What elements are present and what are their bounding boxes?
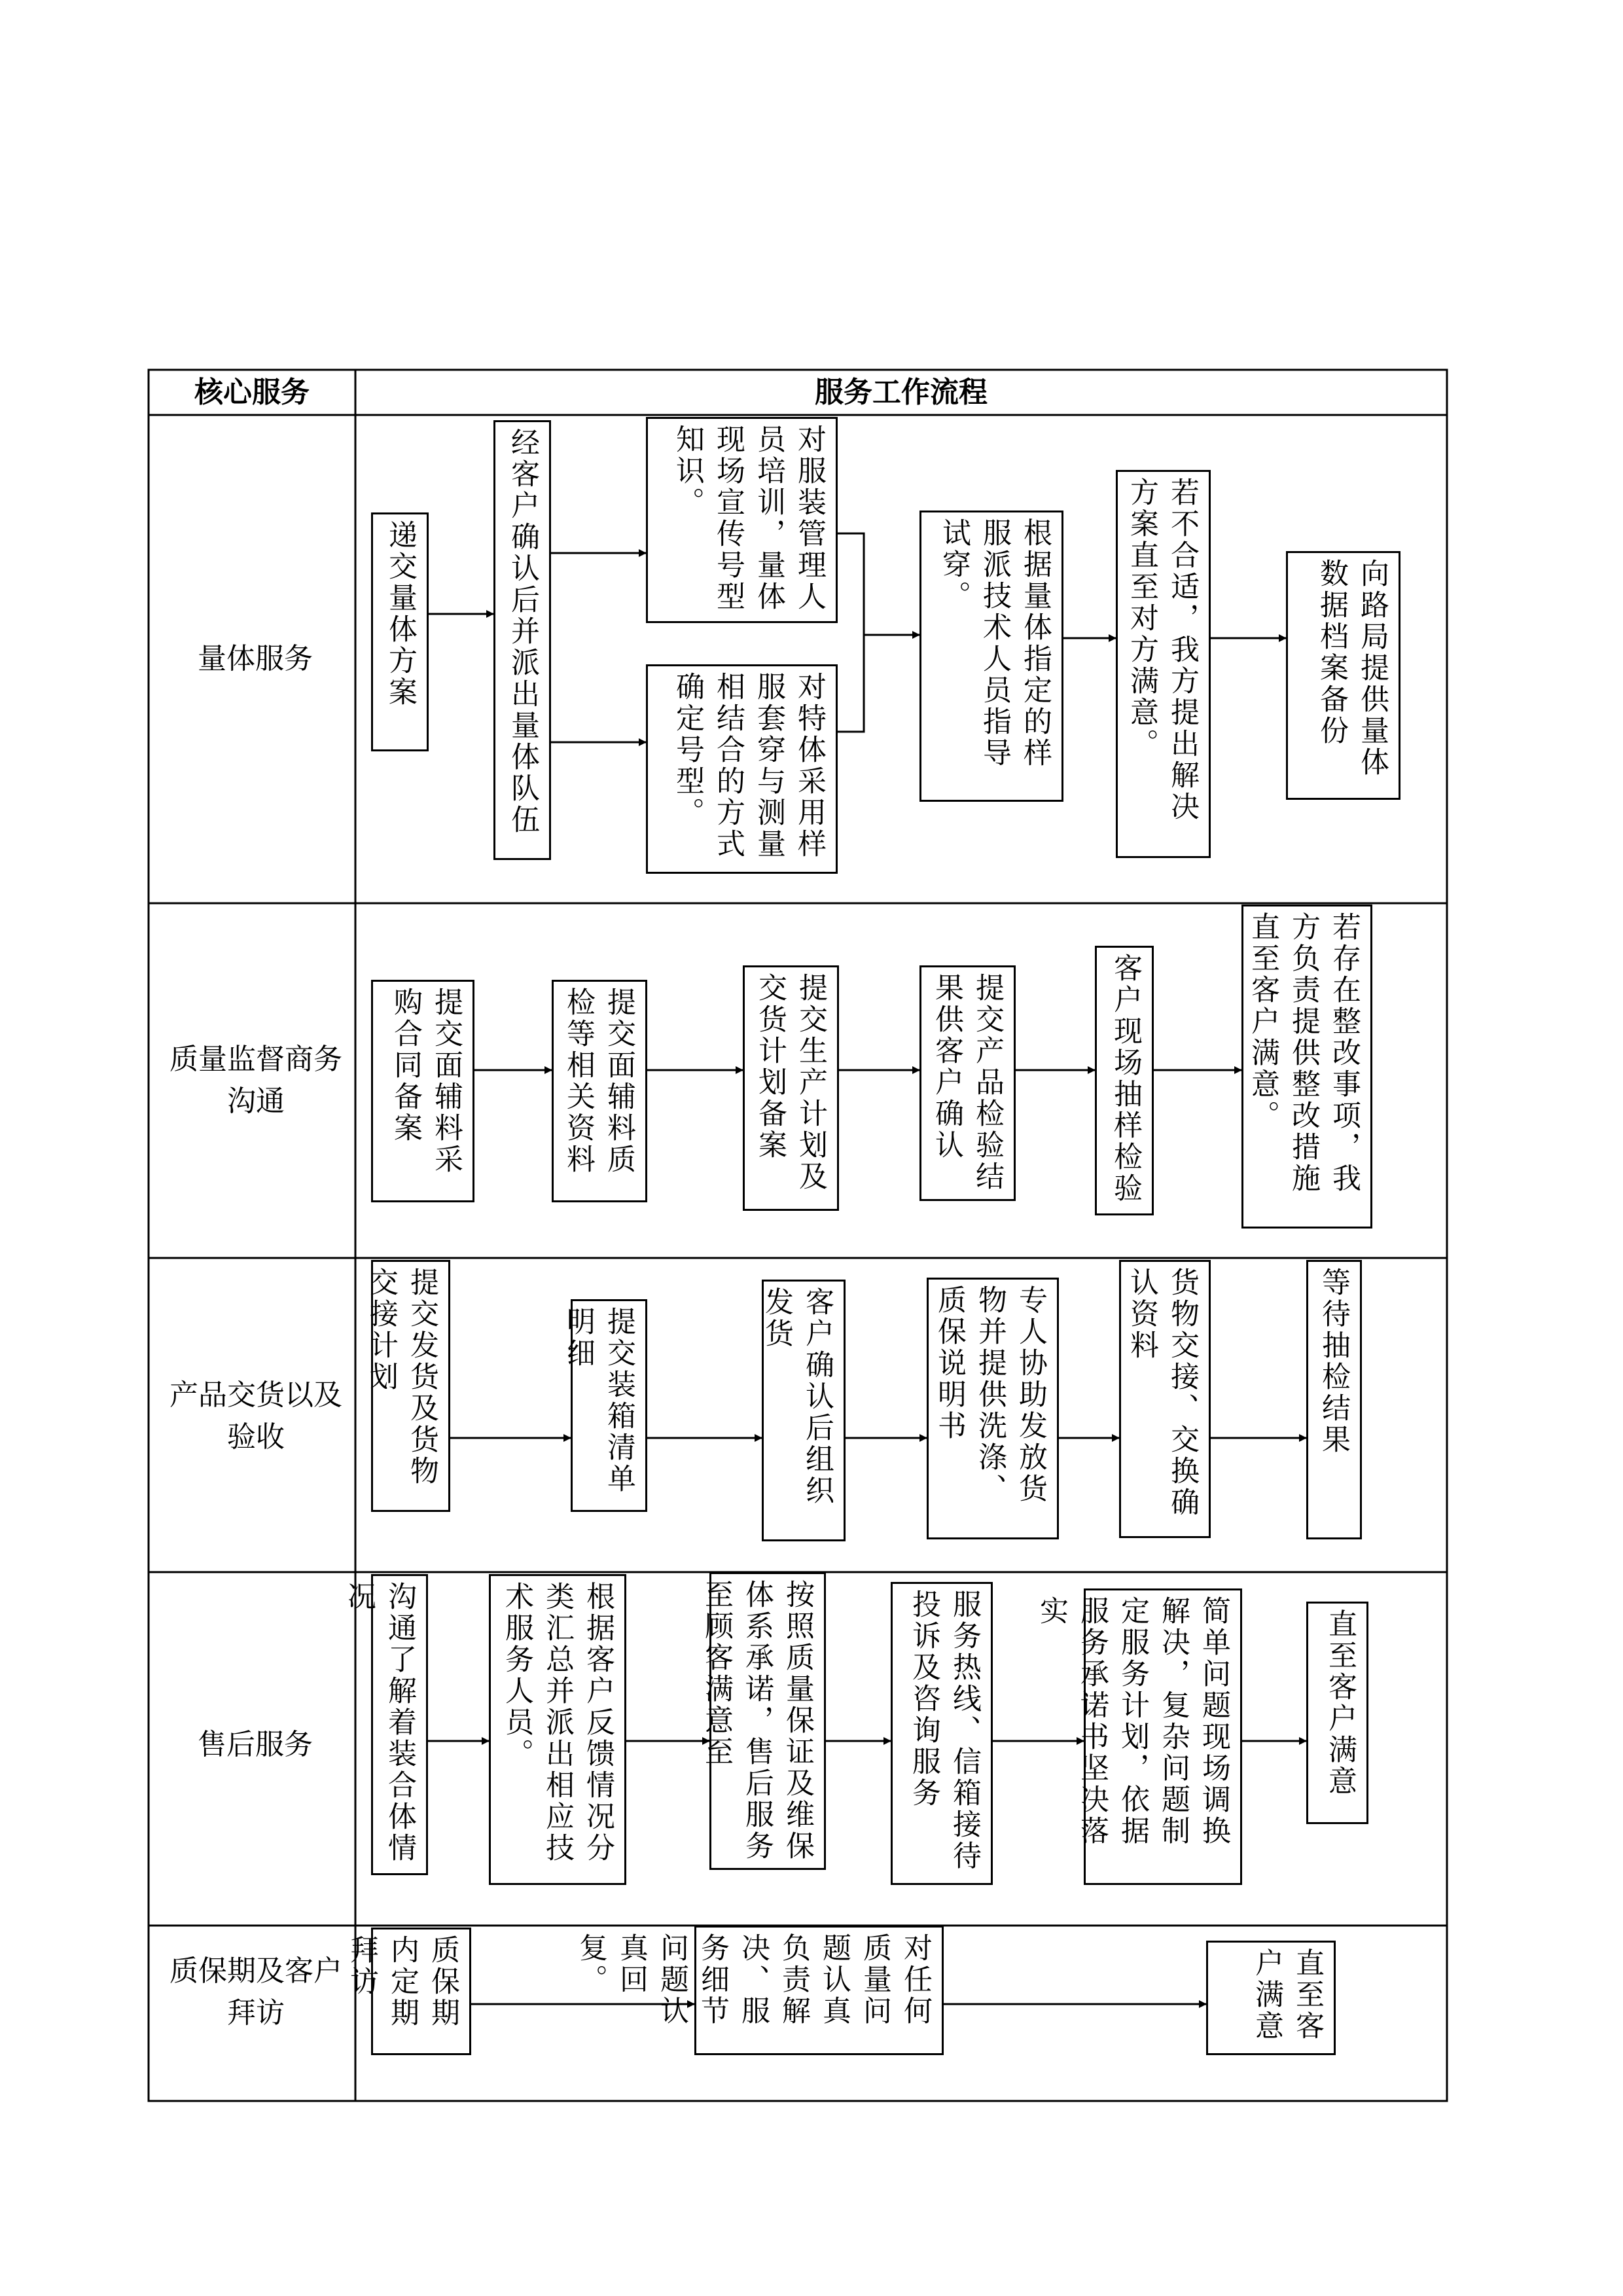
step-special-fitting: 对特体采用样服套穿与测量相结合的方式确定号型。 [646,664,838,874]
row-label-delivery-acceptance: 产品交货以及验收 [169,1378,342,1454]
header-workflow: 服务工作流程 [815,376,988,409]
step-until-satisfied: 直至客户满意 [1306,1602,1368,1824]
step-rectification-measures: 若存在整改事项，我方负责提供整改措施直至客户满意。 [1241,905,1372,1229]
step-staff-training: 对服装管理人员培训，量体现场宣传号型知识。 [646,417,838,623]
step-submit-qc-documents: 提交面辅料质检等相关资料 [552,980,647,1202]
step-submit-procurement-contract: 提交面辅料采购合同备案 [371,980,474,1202]
header-core-service: 核心服务 [194,376,310,409]
step-fit-feedback: 沟通了解着装合体情况 [371,1574,428,1875]
step-onsite-sampling: 客户现场抽样检验 [1095,946,1154,1215]
step-dispatch-measurement-team: 经客户确认后并派出量体队伍 [493,420,551,860]
step-fitting-guidance: 根据量体指定的样服派技术人员指导试穿。 [919,511,1063,802]
step-service-hotline: 服务热线、信箱接待投诉及咨询服务 [891,1582,993,1885]
step-handle-quality-issues: 对任何质量问题认真负责解决、服务细节问题认真回复。 [694,1926,944,2055]
step-await-inspection: 等待抽检结果 [1306,1260,1362,1539]
step-regular-visits: 质保期内定期拜访 [371,1928,471,2055]
step-warranty-commitment: 按照质量保证及维保体系承诺，售后服务至顾客满意至 [709,1572,826,1870]
step-problem-resolution: 简单问题现场调换解决，复杂问题制定服务计划，依据服务承诺书坚决落实 [1084,1588,1242,1885]
step-data-archive-backup: 向路局提供量体数据档案备份 [1286,551,1400,800]
row-label-quality-supervision: 质量监督商务沟通 [169,1043,342,1118]
step-assist-distribution: 专人协助发放货物并提供洗涤、质保说明书 [927,1278,1059,1539]
step-submit-production-plan: 提交生产计划及交货计划备案 [743,965,839,1211]
step-submit-inspection-results: 提交产品检验结果供客户确认 [919,965,1016,1201]
row-label-measurement: 量体服务 [198,642,313,675]
step-customer-satisfied: 直至客户满意 [1206,1941,1336,2055]
row-label-after-sales: 售后服务 [198,1728,313,1761]
step-organize-shipment: 客户确认后组织发货 [762,1280,846,1541]
step-solution-until-satisfied: 若不合适，我方提出解决方案直至对方满意。 [1116,470,1211,858]
step-submit-shipment-plan: 提交发货及货物交接计划 [371,1260,450,1512]
step-dispatch-technicians: 根据客户反馈情况分类汇总并派出相应技术服务人员。 [489,1574,626,1885]
merge-r1 [838,533,864,732]
step-goods-handover: 货物交接、交换确认资料 [1119,1260,1211,1538]
step-submit-packing-list: 提交装箱清单明细 [571,1299,647,1512]
row-label-warranty-visit: 质保期及客户拜访 [169,1954,342,2030]
step-submit-measurement-plan: 递交量体方案 [371,512,429,751]
